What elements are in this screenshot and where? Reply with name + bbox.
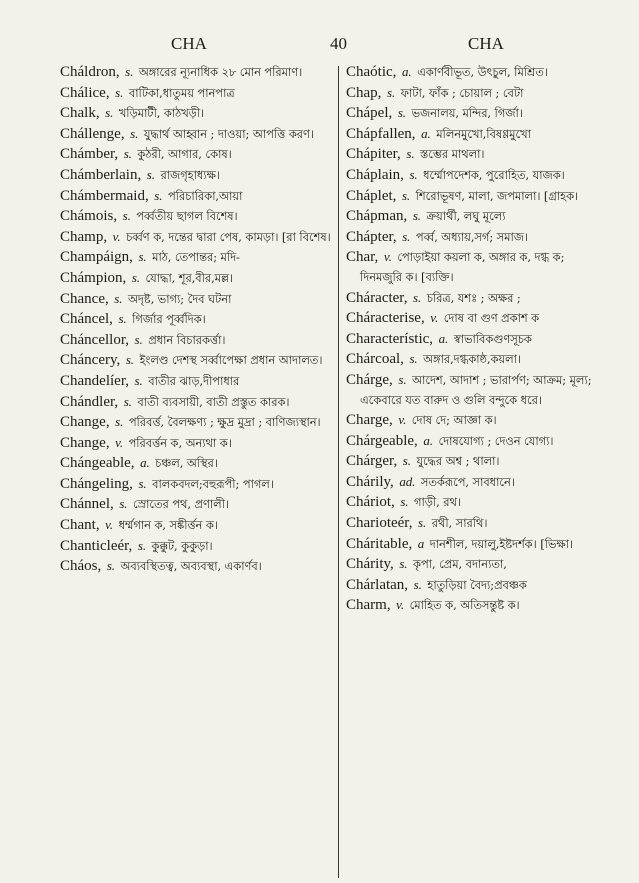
- entry-definition: একার্ণবীভূত, উৎচুল, মিশ্রিত।: [417, 65, 548, 79]
- entry-part-of-speech: s.: [402, 453, 411, 469]
- entry-headword: Chant,: [60, 517, 100, 534]
- entry-definition: কুক্কুট, কুকুড়া।: [151, 538, 213, 553]
- entry-headword: Chámpion,: [60, 269, 127, 286]
- dictionary-entry: [60, 350, 335, 371]
- dictionary-entry: [346, 206, 606, 227]
- entry-definition: দোষ বা গুণ প্রকাশ ক: [443, 311, 540, 326]
- entry-headword: Chárge,: [346, 371, 393, 388]
- entry-definition: চর্ব্বণ ক, দন্তের দ্বারা পেষ, কামড়া। [রা বিশেষ।: [126, 229, 331, 244]
- dictionary-entry: [60, 186, 335, 207]
- entry-part-of-speech: a.: [401, 64, 412, 79]
- dictionary-entry: [346, 329, 606, 350]
- entry-headword: Char,: [346, 249, 379, 266]
- entry-headword: Cháriot,: [346, 494, 395, 511]
- entry-definition: দোষযোগ্য ; দেওন যোগ্য।: [438, 433, 554, 448]
- entry-part-of-speech: s.: [397, 105, 406, 121]
- entry-definition: বাটিকা,ধাতুময় পানপাত্র: [128, 85, 235, 100]
- entry-definition: হাতুড়িয়া বৈদ্য;প্রবঞ্চক: [427, 577, 527, 592]
- dictionary-entry: [60, 494, 335, 515]
- entry-part-of-speech: s.: [122, 208, 131, 224]
- dictionary-entry: [346, 575, 606, 596]
- entry-headword: Champáign,: [60, 249, 133, 266]
- dictionary-entry: [60, 453, 335, 474]
- entry-part-of-speech: a: [417, 535, 425, 551]
- entry-headword: Charge,: [346, 412, 393, 429]
- dictionary-entry: [346, 288, 606, 309]
- entry-part-of-speech: s.: [402, 228, 411, 244]
- entry-part-of-speech: s.: [125, 352, 134, 368]
- entry-part-of-speech: v.: [112, 228, 121, 244]
- entry-headword: Chámberlain,: [60, 166, 142, 183]
- entry-headword: Chanticleér,: [60, 537, 133, 554]
- dictionary-entry: [60, 371, 335, 392]
- entry-part-of-speech: s.: [398, 371, 407, 387]
- entry-definition: খড়িমাটী, কাঠখড়ী।: [118, 106, 205, 121]
- entry-part-of-speech: s.: [138, 249, 147, 265]
- entry-part-of-speech: s.: [123, 393, 132, 409]
- entry-definition: ভজনালয়, মন্দির, গির্জা।: [411, 106, 523, 121]
- entry-definition: পোড়াইয়া কয়লা ক, অঙ্গার ক, দগ্ধ ক; দিনমজুরি ক। [ব্যক্তি।: [360, 250, 565, 284]
- entry-part-of-speech: s.: [105, 105, 114, 121]
- entry-definition: মলিনমুখো,বিষণ্ণমুখো: [436, 126, 531, 141]
- dictionary-entry: [60, 206, 335, 227]
- entry-headword: Chap,: [346, 84, 382, 101]
- entry-definition: ধর্ম্মোপদেশক, পুরোহিত, যাজক।: [423, 167, 565, 182]
- entry-headword: Chárily,: [346, 473, 394, 490]
- entry-definition: মোহিত ক, অতিসন্তুষ্ট ক।: [409, 598, 520, 613]
- entry-definition: যুদ্ধার্থ আহ্বান ; দাওয়া; আপত্তি করণ।: [143, 126, 314, 141]
- entry-headword: Charm,: [346, 597, 391, 614]
- entry-headword: Cháncellor,: [60, 331, 129, 348]
- entry-definition: পর্ব্বতীয় ছাগল বিশেষ।: [136, 209, 238, 224]
- entry-headword: Chámber,: [60, 146, 119, 163]
- entry-headword: Cháldron,: [60, 64, 120, 80]
- entry-part-of-speech: a.: [140, 455, 150, 471]
- dictionary-entry: [60, 330, 335, 351]
- entry-headword: Chánnel,: [60, 496, 114, 513]
- entry-definition: অঙ্গার,দগ্ধকাষ্ঠ,কয়লা।: [423, 352, 521, 367]
- entry-part-of-speech: a.: [438, 330, 449, 346]
- entry-headword: Cháplain,: [346, 166, 404, 183]
- entry-headword: Chángeable,: [60, 455, 135, 472]
- entry-part-of-speech: s.: [413, 289, 422, 305]
- entry-definition: আদেশ, আদাশ ; ভারার্পণ; আক্রম; মূল্য; একেবারে যত বারুদ ও গুলি বন্দুকে ধরে।: [360, 372, 592, 407]
- dictionary-entry: [346, 513, 606, 534]
- entry-definition: সতর্করূপে, সাবধানে।: [420, 474, 515, 489]
- dictionary-entry: [60, 289, 335, 310]
- dictionary-entry: [60, 392, 335, 413]
- entry-definition: গির্জার পূর্ব্বদিক।: [132, 312, 206, 327]
- entry-headword: Cháplet,: [346, 187, 397, 204]
- entry-definition: ক্রয়ার্থী, লঘু মূল্যে: [426, 209, 506, 224]
- dictionary-entry: [346, 370, 606, 410]
- entry-part-of-speech: v.: [430, 310, 439, 326]
- entry-definition: কৃপা, প্রেম, বদান্যতা,: [413, 557, 507, 572]
- entry-headword: Chárgeable,: [346, 432, 418, 449]
- entry-headword: Chárlatan,: [346, 576, 409, 593]
- dictionary-entry: [60, 556, 335, 577]
- page-header: [0, 34, 639, 58]
- dictionary-entry: [60, 83, 335, 104]
- entry-headword: Chápel,: [346, 105, 393, 122]
- entry-definition: অঙ্গারের ন্যূনাধিক ২৮ মোন পরিমাণ।: [138, 65, 303, 79]
- entry-headword: Chápiter,: [346, 146, 401, 163]
- entry-headword: Chárger,: [346, 453, 398, 470]
- dictionary-entry: [346, 247, 606, 287]
- entry-headword: Cháracter,: [346, 289, 408, 306]
- entry-headword: Chárity,: [346, 556, 394, 573]
- entry-definition: ধর্ম্মগান ক, সঙ্কীর্ত্তন ক।: [118, 518, 218, 533]
- entry-part-of-speech: s.: [134, 372, 143, 388]
- entry-part-of-speech: s.: [115, 414, 124, 430]
- entry-headword: Chángeling,: [60, 475, 133, 492]
- entry-definition: বাতীর ঝাড়,দীপাধার: [148, 373, 240, 388]
- entry-part-of-speech: a.: [423, 432, 433, 448]
- dictionary-entry: [60, 124, 335, 145]
- entry-part-of-speech: s.: [386, 84, 396, 100]
- entry-part-of-speech: v.: [383, 249, 392, 265]
- entry-part-of-speech: v.: [396, 597, 404, 613]
- entry-headword: Chandelíer,: [60, 372, 129, 389]
- entry-part-of-speech: s.: [119, 496, 128, 512]
- dictionary-entry: [60, 227, 335, 248]
- entry-part-of-speech: s.: [131, 269, 140, 285]
- entry-part-of-speech: s.: [134, 331, 143, 347]
- entry-definition: অদৃষ্ট, ভাগ্য; দৈব ঘটনা: [127, 291, 232, 306]
- entry-part-of-speech: s.: [409, 351, 418, 367]
- entry-part-of-speech: s.: [125, 64, 134, 79]
- entry-definition: কুঠরী, আগার, কোষ।: [137, 147, 232, 162]
- header-right-guideword: CHA: [468, 34, 504, 53]
- dictionary-entry: [346, 431, 606, 452]
- entry-headword: Cháritable,: [346, 535, 413, 552]
- entry-part-of-speech: s.: [146, 166, 155, 182]
- entry-part-of-speech: s.: [401, 187, 411, 203]
- entry-definition: বাতী ব্যবসায়ী, বাতী প্রস্তুত কারক।: [137, 394, 290, 409]
- entry-headword: Chámbermaid,: [60, 187, 149, 204]
- dictionary-entry: [346, 410, 606, 431]
- dictionary-entry: [346, 349, 606, 370]
- entry-part-of-speech: s.: [412, 208, 421, 224]
- entry-headword: Champ,: [60, 228, 108, 245]
- dictionary-entry: [346, 227, 606, 248]
- entry-definition: চঞ্চল, অস্থির।: [155, 456, 218, 471]
- entry-definition: শিরোভূষণ, মালা, জপমালা। [গ্রাহক।: [415, 188, 579, 203]
- entry-part-of-speech: s.: [413, 576, 422, 592]
- dictionary-entry: [60, 103, 335, 124]
- entry-headword: Characterístic,: [346, 330, 434, 347]
- dictionary-entry: [346, 83, 606, 104]
- dictionary-entry: [60, 247, 335, 268]
- dictionary-entry: [60, 268, 335, 289]
- entry-headword: Chállenge,: [60, 125, 125, 142]
- dictionary-entry: [346, 595, 606, 616]
- entry-headword: Cháncel,: [60, 311, 113, 328]
- entry-headword: Chance,: [60, 290, 109, 307]
- header-left-guideword: CHA: [171, 34, 207, 53]
- right-column: [346, 62, 606, 616]
- entry-part-of-speech: a.: [421, 125, 431, 141]
- entry-headword: Chápman,: [346, 208, 408, 225]
- dictionary-entry: [60, 309, 335, 330]
- entry-part-of-speech: s.: [138, 475, 147, 491]
- entry-headword: Cháos,: [60, 558, 102, 575]
- entry-part-of-speech: v.: [105, 517, 114, 533]
- entry-part-of-speech: ad.: [399, 473, 416, 489]
- entry-definition: রথী, সারথি।: [431, 516, 488, 531]
- dictionary-entry: [346, 103, 606, 124]
- dictionary-entry: [346, 492, 606, 513]
- entry-headword: Cháncery,: [60, 352, 121, 369]
- dictionary-entry: [346, 165, 606, 186]
- entry-definition: যুদ্ধের অশ্ব ; থালা।: [416, 454, 500, 469]
- entry-part-of-speech: s.: [399, 556, 408, 572]
- entry-part-of-speech: v.: [398, 412, 407, 428]
- left-column: [60, 62, 335, 577]
- entry-definition: পরিবর্ত্ত, বৈলক্ষণ্য ; ক্ষুদ্র মুদ্রা ; বাণিজ্যস্থান।: [128, 415, 321, 430]
- entry-definition: দানশীল, দয়ালু,ইষ্টদর্শক। [ভিক্ষা।: [429, 536, 573, 551]
- dictionary-entry: [346, 534, 606, 555]
- entry-definition: দোষ দে; আজ্ঞা ক।: [411, 413, 497, 428]
- entry-part-of-speech: s.: [137, 537, 146, 553]
- entry-part-of-speech: v.: [115, 434, 123, 450]
- entry-part-of-speech: s.: [406, 146, 415, 162]
- entry-part-of-speech: s.: [130, 125, 139, 141]
- entry-definition: ইংলণ্ড দেশস্থ সর্ব্বাপেক্ষা প্রধান আদালত।: [139, 353, 323, 368]
- entry-part-of-speech: s.: [409, 166, 418, 182]
- entry-part-of-speech: s.: [115, 84, 124, 100]
- dictionary-entry: [346, 62, 606, 83]
- dictionary-entry: [60, 474, 335, 495]
- entry-headword: Chálice,: [60, 84, 110, 101]
- entry-definition: চরিত্র, যশঃ ; অক্ষর ;: [426, 290, 521, 305]
- entry-definition: বালকবদল;বহুরূপী; পাগল।: [152, 476, 274, 491]
- dictionary-entry: [60, 144, 335, 165]
- entry-headword: Chárcoal,: [346, 351, 404, 368]
- dictionary-entry: [60, 536, 335, 557]
- column-divider: [338, 66, 339, 878]
- entry-headword: Chándler,: [60, 393, 119, 410]
- entry-definition: যোদ্ধা, শূর,বীর,মল্ল।: [145, 270, 234, 285]
- entry-definition: গাড়ী, রথ।: [413, 495, 461, 510]
- dictionary-entry: [60, 515, 335, 536]
- dictionary-entry: [60, 433, 335, 454]
- entry-part-of-speech: s.: [418, 515, 427, 531]
- entry-headword: Charioteér,: [346, 515, 413, 532]
- dictionary-entry: [60, 165, 335, 186]
- dictionary-entry: [346, 186, 606, 207]
- entry-headword: Cháracterise,: [346, 310, 425, 327]
- entry-part-of-speech: s.: [400, 494, 409, 510]
- entry-definition: মাঠ, তেপান্তর; মদি-: [152, 250, 240, 265]
- entry-part-of-speech: s.: [114, 290, 123, 306]
- entry-headword: Chámois,: [60, 208, 118, 225]
- entry-part-of-speech: s.: [118, 311, 127, 327]
- dictionary-entry: [60, 412, 335, 433]
- entry-headword: Chápter,: [346, 228, 397, 245]
- entry-definition: স্রোতের পথ, প্রণালী।: [132, 497, 229, 512]
- entry-headword: Chalk,: [60, 105, 100, 122]
- dictionary-entry: [346, 124, 606, 145]
- entry-headword: Chápfallen,: [346, 125, 416, 142]
- dictionary-entry: [346, 144, 606, 165]
- dictionary-entry: [60, 62, 335, 83]
- page-number: 40: [330, 34, 347, 53]
- entry-headword: Chaótic,: [346, 64, 397, 80]
- entry-part-of-speech: s.: [154, 187, 163, 203]
- entry-definition: রাজগৃহাধ্যক্ষ।: [160, 167, 220, 182]
- entry-definition: প্রধান বিচারকর্ত্তা।: [148, 332, 226, 347]
- entry-part-of-speech: s.: [123, 146, 132, 162]
- entry-definition: পরিবর্ত্তন ক, অন্যথা ক।: [128, 435, 232, 450]
- dictionary-entry: [346, 554, 606, 575]
- entry-headword: Change,: [60, 414, 110, 431]
- dictionary-entry: [346, 451, 606, 472]
- entry-definition: ফাটা, ফাঁক ; চোয়াল ; বেটা: [400, 85, 524, 100]
- dictionary-entry: [346, 308, 606, 329]
- entry-definition: স্বাভাবিকগুণসূচক: [453, 331, 532, 346]
- dictionary-entry: [346, 472, 606, 493]
- entry-definition: স্তম্ভের মাথলা।: [420, 147, 485, 162]
- entry-definition: পর্ব্ব, অধ্যায়,সর্গ; সমাজ।: [415, 229, 528, 244]
- entry-definition: অব্যবস্থিতত্ব, অব্যবস্থা, একার্ণব।: [120, 559, 262, 574]
- entry-definition: পরিচারিকা,আয়া: [167, 188, 243, 203]
- entry-part-of-speech: s.: [106, 558, 115, 574]
- entry-headword: Change,: [60, 434, 110, 451]
